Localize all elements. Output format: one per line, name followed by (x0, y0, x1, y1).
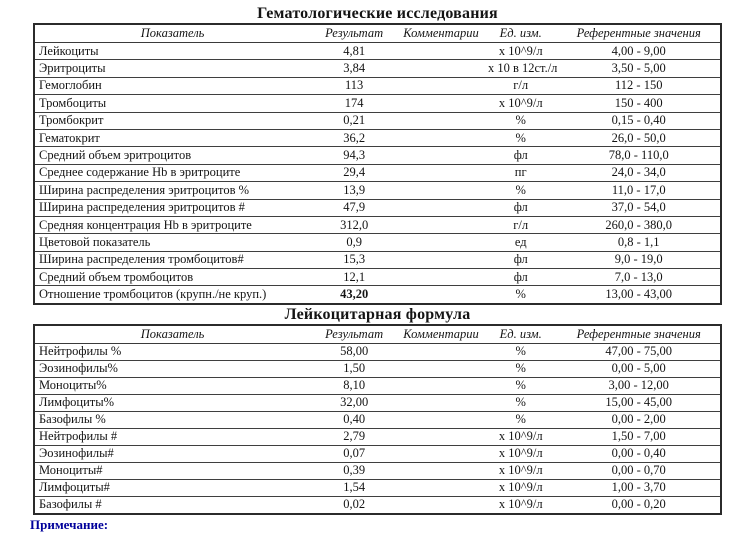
cell-comment (398, 182, 484, 199)
cell-result: 312,0 (310, 216, 398, 233)
cell-unit: г/л (484, 77, 558, 94)
table-row (34, 411, 721, 428)
table-row (34, 343, 721, 360)
table-row (34, 129, 721, 146)
cell-result: 8,10 (310, 377, 398, 394)
table-row (34, 360, 721, 377)
table-row (34, 43, 721, 60)
cell-result: 15,3 (310, 251, 398, 268)
cell-reference-range: 0,15 - 0,40 (557, 112, 721, 129)
cell-result: 0,9 (310, 234, 398, 251)
cell-comment (398, 112, 484, 129)
leukocyte-formula-table (33, 324, 722, 515)
cell-unit: фл (484, 251, 558, 268)
cell-indicator-name: Эозинофилы% (34, 360, 310, 377)
cell-result: 0,02 (310, 496, 398, 514)
cell-reference-range: 24,0 - 34,0 (557, 164, 721, 181)
header-row (34, 24, 721, 43)
cell-indicator-name: Гемоглобин (34, 77, 310, 94)
cell-indicator-name: Лимфоциты% (34, 394, 310, 411)
hematology-table (33, 23, 722, 305)
cell-reference-range: 0,00 - 0,20 (557, 496, 721, 514)
cell-reference-range: 47,00 - 75,00 (557, 343, 721, 360)
table-row (34, 77, 721, 94)
cell-result: 32,00 (310, 394, 398, 411)
table-row (34, 234, 721, 251)
cell-indicator-name: Ширина распределения эритроцитов # (34, 199, 310, 216)
cell-unit: фл (484, 147, 558, 164)
cell-unit: % (484, 129, 558, 146)
column-header-comment: Комментарии (398, 325, 484, 344)
cell-indicator-name: Базофилы % (34, 411, 310, 428)
cell-indicator-name: Эритроциты (34, 60, 310, 77)
column-header-ref: Референтные значения (557, 24, 721, 43)
cell-comment (398, 428, 484, 445)
cell-result: 12,1 (310, 269, 398, 286)
cell-unit: х 10 в 12ст./л (484, 60, 558, 77)
cell-indicator-name: Средний объем тромбоцитов (34, 269, 310, 286)
cell-result: 0,07 (310, 445, 398, 462)
cell-indicator-name: Моноциты% (34, 377, 310, 394)
cell-result: 0,21 (310, 112, 398, 129)
cell-unit: х 10^9/л (484, 95, 558, 112)
cell-unit: % (484, 112, 558, 129)
cell-unit: фл (484, 269, 558, 286)
cell-result: 29,4 (310, 164, 398, 181)
cell-comment (398, 77, 484, 94)
column-header-result: Результат (310, 325, 398, 344)
cell-indicator-name: Ширина распределения тромбоцитов# (34, 251, 310, 268)
table-row (34, 462, 721, 479)
table-row (34, 496, 721, 514)
column-header-name: Показатель (34, 24, 310, 43)
cell-result: 1,54 (310, 479, 398, 496)
column-header-unit: Ед. изм. (484, 325, 558, 344)
cell-reference-range: 37,0 - 54,0 (557, 199, 721, 216)
cell-result: 3,84 (310, 60, 398, 77)
cell-comment (398, 251, 484, 268)
cell-result: 94,3 (310, 147, 398, 164)
cell-unit: х 10^9/л (484, 43, 558, 60)
cell-indicator-name: Тромбокрит (34, 112, 310, 129)
cell-indicator-name: Базофилы # (34, 496, 310, 514)
note-label: Примечание: (30, 516, 109, 532)
cell-result: 58,00 (310, 343, 398, 360)
cell-comment (398, 394, 484, 411)
cell-comment (398, 234, 484, 251)
cell-reference-range: 9,0 - 19,0 (557, 251, 721, 268)
cell-comment (398, 164, 484, 181)
cell-result: 13,9 (310, 182, 398, 199)
cell-unit: х 10^9/л (484, 428, 558, 445)
cell-comment (398, 216, 484, 233)
hematology-table-body (34, 43, 721, 304)
table-row (34, 394, 721, 411)
cell-reference-range: 11,0 - 17,0 (557, 182, 721, 199)
cell-unit: % (484, 394, 558, 411)
cell-result: 2,79 (310, 428, 398, 445)
cell-reference-range: 0,8 - 1,1 (557, 234, 721, 251)
cell-indicator-name: Цветовой показатель (34, 234, 310, 251)
cell-indicator-name: Средний объем эритроцитов (34, 147, 310, 164)
cell-result: 1,50 (310, 360, 398, 377)
cell-indicator-name: Тромбоциты (34, 95, 310, 112)
table-row (34, 199, 721, 216)
cell-unit: г/л (484, 216, 558, 233)
cell-comment (398, 129, 484, 146)
cell-comment (398, 60, 484, 77)
cell-reference-range: 260,0 - 380,0 (557, 216, 721, 233)
cell-reference-range: 1,00 - 3,70 (557, 479, 721, 496)
cell-reference-range: 0,00 - 0,70 (557, 462, 721, 479)
cell-reference-range: 1,50 - 7,00 (557, 428, 721, 445)
cell-result: 0,39 (310, 462, 398, 479)
cell-result: 47,9 (310, 199, 398, 216)
cell-unit: ед (484, 234, 558, 251)
cell-result: 36,2 (310, 129, 398, 146)
column-header-comment: Комментарии (398, 24, 484, 43)
cell-unit: х 10^9/л (484, 479, 558, 496)
cell-comment (398, 95, 484, 112)
table-row (34, 182, 721, 199)
cell-indicator-name: Нейтрофилы # (34, 428, 310, 445)
cell-comment (398, 462, 484, 479)
column-header-name: Показатель (34, 325, 310, 344)
cell-result: 113 (310, 77, 398, 94)
cell-indicator-name: Отношение тромбоцитов (крупн./не круп.) (34, 286, 310, 304)
cell-unit: % (484, 182, 558, 199)
cell-comment (398, 286, 484, 304)
cell-comment (398, 360, 484, 377)
table-row (34, 251, 721, 268)
cell-comment (398, 343, 484, 360)
table-row (34, 112, 721, 129)
cell-unit: х 10^9/л (484, 496, 558, 514)
cell-comment (398, 445, 484, 462)
table-row (34, 428, 721, 445)
cell-unit: пг (484, 164, 558, 181)
cell-comment (398, 479, 484, 496)
cell-comment (398, 269, 484, 286)
cell-reference-range: 7,0 - 13,0 (557, 269, 721, 286)
cell-indicator-name: Моноциты# (34, 462, 310, 479)
cell-reference-range: 0,00 - 2,00 (557, 411, 721, 428)
cell-reference-range: 150 - 400 (557, 95, 721, 112)
cell-unit: % (484, 377, 558, 394)
column-header-ref: Референтные значения (557, 325, 721, 344)
cell-reference-range: 15,00 - 45,00 (557, 394, 721, 411)
cell-comment (398, 199, 484, 216)
cell-result: 0,40 (310, 411, 398, 428)
column-header-result: Результат (310, 24, 398, 43)
cell-indicator-name: Лимфоциты# (34, 479, 310, 496)
cell-comment (398, 43, 484, 60)
table-row (34, 147, 721, 164)
cell-comment (398, 496, 484, 514)
cell-reference-range: 0,00 - 5,00 (557, 360, 721, 377)
table-row (34, 164, 721, 181)
cell-unit: % (484, 343, 558, 360)
section-title-leukocyte-formula: Лейкоцитарная формула (284, 305, 471, 323)
column-header-unit: Ед. изм. (484, 24, 558, 43)
cell-reference-range: 3,00 - 12,00 (557, 377, 721, 394)
cell-result: 43,20 (310, 286, 398, 304)
cell-reference-range: 0,00 - 0,40 (557, 445, 721, 462)
table-row (34, 479, 721, 496)
cell-comment (398, 377, 484, 394)
cell-reference-range: 3,50 - 5,00 (557, 60, 721, 77)
cell-comment (398, 411, 484, 428)
section-title-hematology: Гематологические исследования (257, 5, 498, 22)
table-row (34, 445, 721, 462)
cell-comment (398, 147, 484, 164)
cell-indicator-name: Среднее содержание Hb в эритроците (34, 164, 310, 181)
cell-unit: х 10^9/л (484, 462, 558, 479)
cell-reference-range: 26,0 - 50,0 (557, 129, 721, 146)
cell-unit: % (484, 411, 558, 428)
cell-unit: % (484, 360, 558, 377)
cell-reference-range: 4,00 - 9,00 (557, 43, 721, 60)
table-row (34, 95, 721, 112)
leukocyte-table-body (34, 343, 721, 514)
hematology-table-header (34, 24, 721, 43)
cell-result: 4,81 (310, 43, 398, 60)
table-row (34, 269, 721, 286)
cell-unit: % (484, 286, 558, 304)
table-row (34, 377, 721, 394)
cell-indicator-name: Эозинофилы# (34, 445, 310, 462)
table-row (34, 60, 721, 77)
header-row (34, 325, 721, 344)
cell-indicator-name: Нейтрофилы % (34, 343, 310, 360)
leukocyte-table-header (34, 325, 721, 344)
cell-indicator-name: Ширина распределения эритроцитов % (34, 182, 310, 199)
cell-result: 174 (310, 95, 398, 112)
cell-indicator-name: Лейкоциты (34, 43, 310, 60)
cell-reference-range: 112 - 150 (557, 77, 721, 94)
cell-reference-range: 13,00 - 43,00 (557, 286, 721, 304)
table-row (34, 286, 721, 304)
cell-reference-range: 78,0 - 110,0 (557, 147, 721, 164)
cell-indicator-name: Средняя концентрация Hb в эритроците (34, 216, 310, 233)
cell-unit: х 10^9/л (484, 445, 558, 462)
cell-unit: фл (484, 199, 558, 216)
cell-indicator-name: Гематокрит (34, 129, 310, 146)
table-row (34, 216, 721, 233)
